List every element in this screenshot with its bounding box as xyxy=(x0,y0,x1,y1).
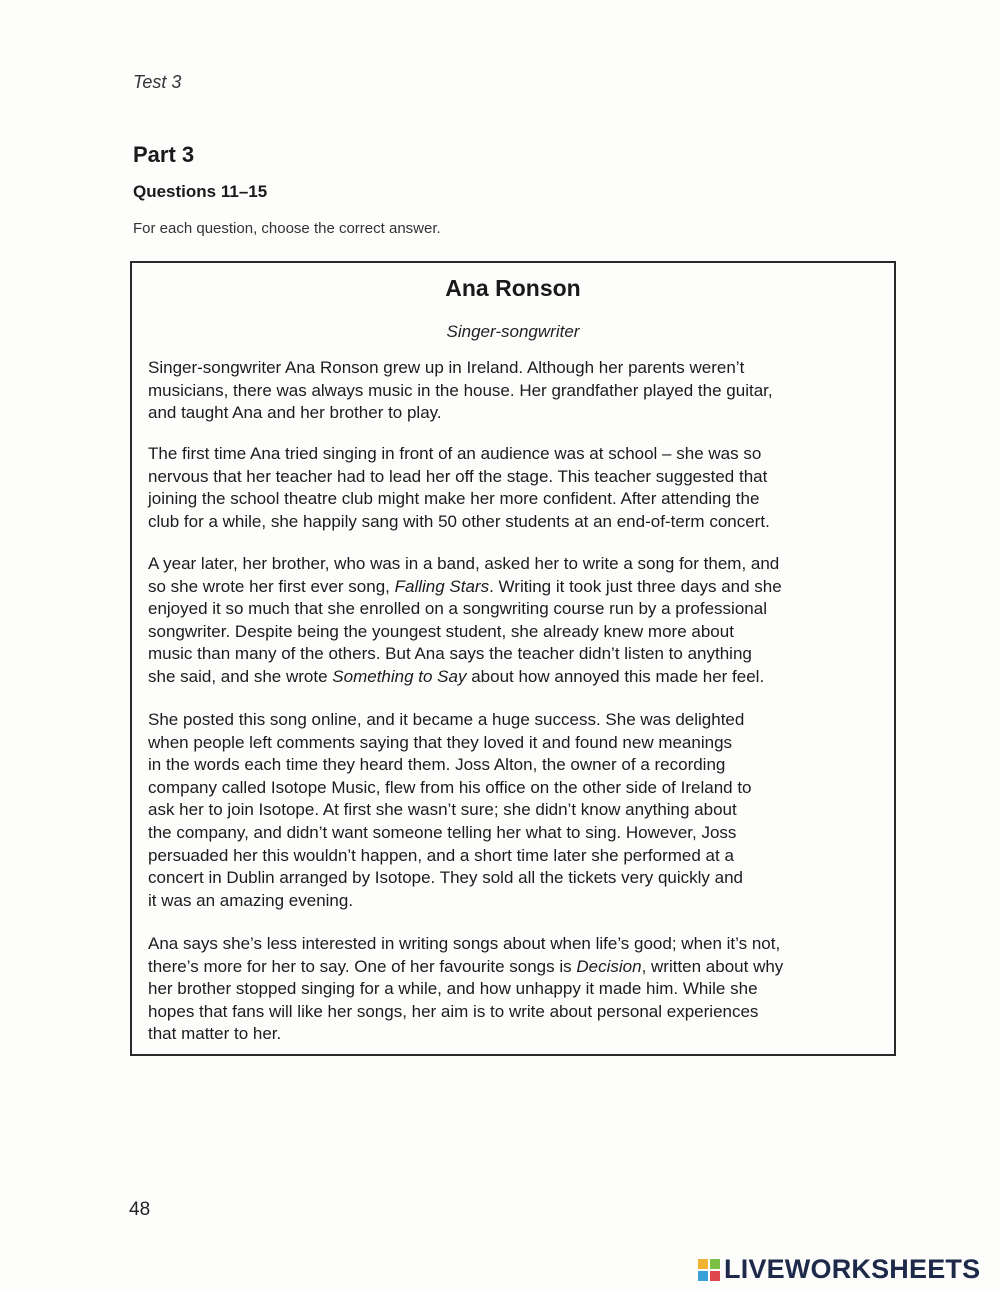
paragraph-line: it was an amazing evening. xyxy=(148,890,354,910)
paragraph-line: so she wrote her first ever song, Falling Stars. Writing it took just three days and she xyxy=(148,576,782,596)
paragraph-line: persuaded her this wouldn’t happen, and a short time later she performed at a xyxy=(148,845,734,865)
paragraph-line: Singer-songwriter Ana Ronson grew up in Ireland. Although her parents weren’t xyxy=(148,358,745,377)
paragraph-line: joining the school theatre club might make her more confident. After attending the xyxy=(148,489,760,509)
questions-range: Questions 11–15 xyxy=(133,182,268,201)
article-paragraph-2 xyxy=(148,443,888,533)
brand-name: LIVEWORKSHEETS xyxy=(724,1254,981,1284)
paragraph-line: she said, and she wrote Something to Say about how annoyed this made her feel. xyxy=(148,666,765,686)
paragraph-line: the company, and didn’t want someone telling her what to sing. However, Joss xyxy=(148,822,737,842)
page-number: 48 xyxy=(129,1199,151,1220)
paragraph-line: concert in Dublin arranged by Isotope. They sold all the tickets very quickly and xyxy=(148,868,743,888)
paragraph-line: The first time Ana tried singing in front of an audience was at school – she was so xyxy=(148,444,762,463)
logo-tile xyxy=(709,1270,721,1282)
header-label: Test 3 xyxy=(133,72,182,92)
paragraph-line: ask her to join Isotope. At first she wasn’t sure; she didn’t know anything about xyxy=(148,800,737,820)
paragraph-line: songwriter. Despite being the youngest student, she already knew more about xyxy=(148,621,734,641)
part-title: Part 3 xyxy=(133,142,195,167)
paragraph-line: in the words each time they heard them. Joss Alton, the owner of a recording xyxy=(148,755,726,775)
paragraph-line: her brother stopped singing for a while, and how unhappy it made him. While she xyxy=(148,979,758,999)
song-title-decision: Decision xyxy=(576,956,642,976)
liveworksheets-brand[interactable] xyxy=(697,1254,980,1285)
paragraph-line: Ana says she’s less interested in writing songs about when life’s good; when it’s not, xyxy=(148,934,781,953)
liveworksheets-logo-icon xyxy=(697,1258,721,1282)
logo-tile xyxy=(697,1270,709,1282)
paragraph-line: A year later, her brother, who was in a band, asked her to write a song for them, and xyxy=(148,554,780,573)
article-paragraph-5 xyxy=(148,933,888,1046)
paragraph-line: She posted this song online, and it became a huge success. She was delighted xyxy=(148,710,745,729)
article-box xyxy=(130,261,896,1056)
song-title-falling-stars: Falling Stars xyxy=(394,576,490,596)
article-paragraph-4 xyxy=(148,709,888,912)
article-subtitle: Singer-songwriter xyxy=(446,322,580,341)
instruction-text: For each question, choose the correct answer. xyxy=(133,220,441,237)
article-paragraph-3 xyxy=(148,553,888,689)
article-paragraph-1 xyxy=(148,357,888,425)
paragraph-line: nervous that her teacher had to lead her off the stage. This teacher suggested that xyxy=(148,466,768,486)
paragraph-line: club for a while, she happily sang with 50 other students at an end-of-term concert. xyxy=(148,511,770,531)
paragraph-line: and taught Ana and her brother to play. xyxy=(148,403,442,423)
paragraph-line: that matter to her. xyxy=(148,1024,282,1044)
paragraph-line: there’s more for her to say. One of her favourite songs is Decision, written about why xyxy=(148,956,784,976)
paragraph-line: company called Isotope Music, flew from his office on the other side of Ireland to xyxy=(148,777,752,797)
paragraph-line: hopes that fans will like her songs, her aim is to write about personal experiences xyxy=(148,1001,759,1021)
logo-tile xyxy=(709,1258,721,1270)
logo-tile xyxy=(697,1258,709,1270)
paragraph-line: when people left comments saying that they loved it and found new meanings xyxy=(148,732,733,752)
paragraph-line: music than many of the others. But Ana says the teacher didn’t listen to anything xyxy=(148,644,752,664)
song-title-something-to-say: Something to Say xyxy=(332,666,467,686)
article-title: Ana Ronson xyxy=(445,275,581,301)
paragraph-line: enjoyed it so much that she enrolled on a songwriting course run by a professional xyxy=(148,599,767,619)
paragraph-line: musicians, there was always music in the house. Her grandfather played the guitar, xyxy=(148,380,773,400)
